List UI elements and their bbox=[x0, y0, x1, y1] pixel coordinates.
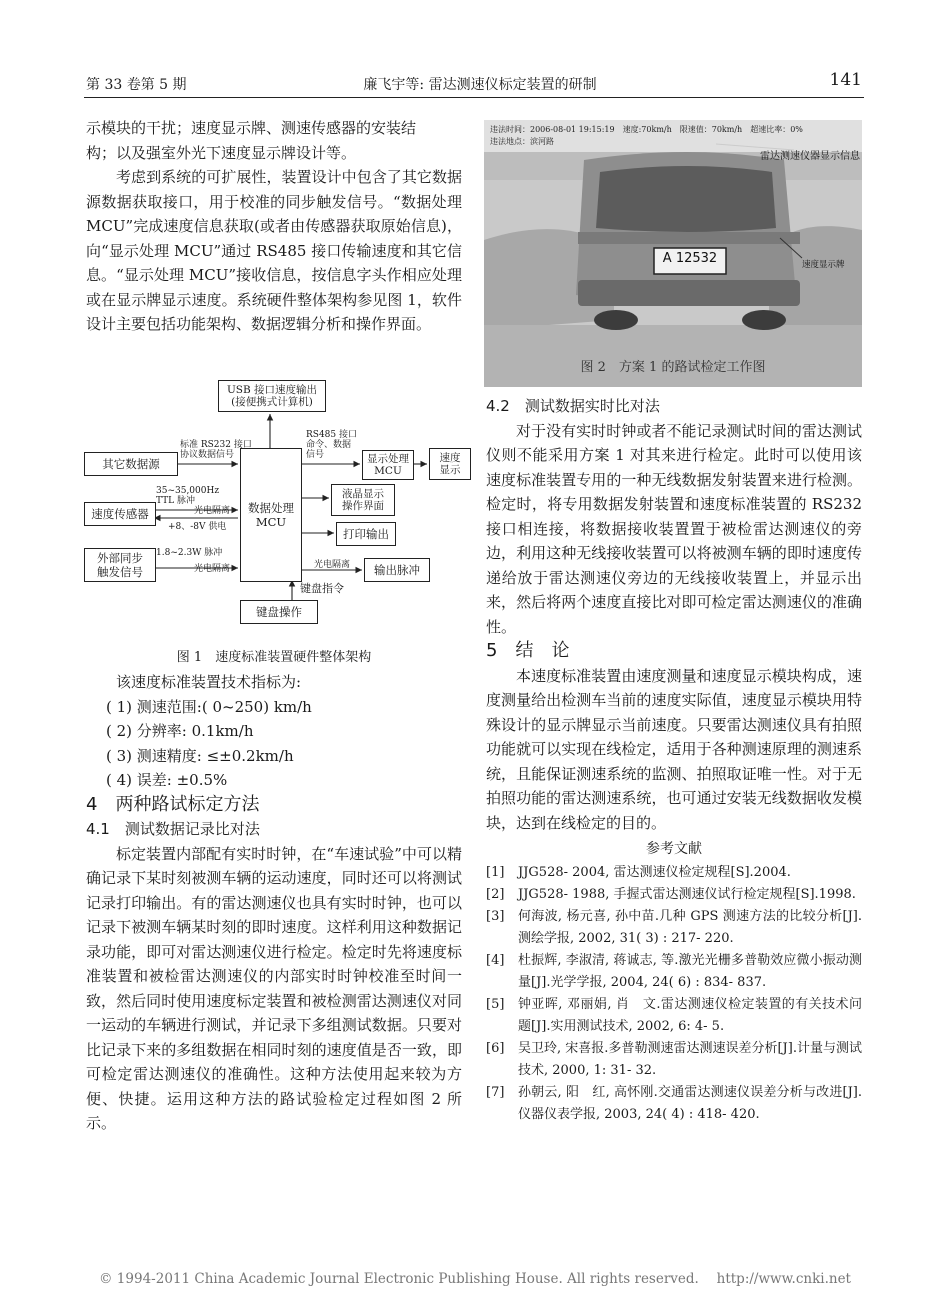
label-frequency-ttl: 35~35,000Hz TTL 脉冲 bbox=[156, 486, 220, 506]
intro-line-2: 构；以及强室外光下速度显示牌设计等。 bbox=[86, 143, 357, 162]
copyright-footer: © 1994-2011 China Academic Journal Electronic Publishing House. All rights reserved. http://www.cnki.net bbox=[99, 1271, 851, 1287]
paragraph-expandability: 考虑到系统的可扩展性，装置设计中包含了其它数据源数据获取接口，用于校准的同步触发信号。“数据处理 MCU”完成速度信息获取(或者由传感器获取原始信息)，向“显示处理 MCU”通过 RS485 接口传输速度和其它信息。“显示处理 MCU”接收信息，按信息字头作相应处理或在显示牌显示速度。系统硬件整体架构参见图 1，软件设计主要包括功能架构、数据逻辑分析和操作界面。 bbox=[86, 168, 462, 333]
reference-text: JJG528- 2004, 雷达测速仪检定规程[S].2004. bbox=[518, 864, 791, 880]
label-optical-isolation-2: 光电隔离 bbox=[194, 564, 231, 574]
spec-intro: 该速度标准装置技术指标为: bbox=[116, 673, 302, 691]
reference-item bbox=[486, 862, 862, 884]
figure-2-photo bbox=[484, 120, 862, 387]
display-processing-mcu-box: 显示处理 MCU bbox=[362, 450, 414, 480]
reference-number: [2] bbox=[486, 886, 505, 902]
spec-item-range: ( 1) 测速范围:( 0~250) km/h bbox=[106, 697, 312, 716]
label-optical-isolation-1: 光电隔离 bbox=[194, 506, 231, 516]
reference-text: 何海波, 杨元喜, 孙中苗.几种 GPS 测速方法的比较分析[J].测绘学报, 2002, 31( 3) : 217- 220. bbox=[518, 908, 862, 946]
section-4-2-title: 4.2 测试数据实时比对法 bbox=[486, 397, 660, 415]
reference-number: [5] bbox=[486, 996, 505, 1012]
running-header-volume: 第 33 卷第 5 期 bbox=[86, 77, 187, 93]
reference-number: [7] bbox=[486, 1084, 505, 1100]
spec-item-resolution: ( 2) 分辨率: 0.1km/h bbox=[106, 722, 254, 740]
external-sync-trigger-box: 外部同步 触发信号 bbox=[84, 548, 156, 582]
section-5-title: 5 结 论 bbox=[486, 640, 570, 661]
reference-text: 钟亚晖, 邓丽娟, 肖 文.雷达测速仪检定装置的有关技术问题[J].实用测试技术, 2002, 6: 4- 5. bbox=[518, 996, 862, 1034]
reference-text: JJG528- 1988, 手握式雷达测速仪试行检定规程[S].1998. bbox=[518, 886, 856, 902]
label-rs485: RS485 接口 命令、数据 信号 bbox=[306, 430, 357, 460]
reference-number: [3] bbox=[486, 908, 505, 924]
photo-overlay-line-2: 违法地点：滨河路 bbox=[490, 137, 554, 146]
header-rule bbox=[84, 97, 864, 98]
spec-item-error: ( 4) 误差: ±0.5% bbox=[106, 771, 228, 789]
data-processing-mcu-box: 数据处理 MCU bbox=[240, 448, 302, 582]
label-pulse-level: 1.8~2.3W 脉冲 bbox=[156, 548, 223, 558]
reference-item bbox=[486, 1038, 862, 1082]
running-header-title: 廉飞宇等: 雷达测速仪标定装置的研制 bbox=[363, 77, 597, 93]
reference-item bbox=[486, 950, 862, 994]
figure-1-diagram bbox=[82, 378, 482, 628]
references-list bbox=[486, 862, 862, 1126]
reference-number: [6] bbox=[486, 1040, 505, 1056]
license-plate: A 12532 bbox=[662, 251, 718, 266]
usb-output-box: USB 接口速度输出 (接便携式计算机) bbox=[218, 380, 326, 412]
reference-number: [4] bbox=[486, 952, 505, 968]
label-keyboard-command: 键盘指令 bbox=[300, 582, 344, 595]
pulse-output-box: 输出脉冲 bbox=[364, 558, 430, 582]
speed-display-box: 速度 显示 bbox=[429, 448, 471, 480]
left-column-top bbox=[86, 116, 462, 337]
figure-2-caption: 图 2 方案 1 的路试检定工作图 bbox=[580, 360, 766, 375]
label-rs232: 标准 RS232 接口 协议数据信号 bbox=[180, 440, 252, 460]
section-4-1-title: 4.1 测试数据记录比对法 bbox=[86, 820, 260, 838]
reference-item bbox=[486, 906, 862, 950]
right-column-text bbox=[486, 394, 862, 1126]
print-output-box: 打印输出 bbox=[336, 522, 396, 546]
photo-label-speed-sign: 速度显示牌 bbox=[802, 260, 845, 270]
paragraph-5: 本速度标准装置由速度测量和速度显示模块构成，速度测量给出检测车当前的速度实际值，速度显示模块用特殊设计的显示牌显示当前速度。只要雷达测速仪具有拍照功能就可以实现在线检定，适用于各种测速原理的测速系统，且能保证测速系统的监测、拍照取证唯一性。对于无拍照功能的雷达测速系统，也可通过安装无线数据收发模块，达到在线检定的目的。 bbox=[486, 666, 862, 832]
reference-text: 孙朝云, 阳 红, 高怀刚.交通雷达测速仪误差分析与改进[J].仪器仪表学报, 2003, 24( 4) : 418- 420. bbox=[518, 1084, 862, 1122]
speed-sensor-box: 速度传感器 bbox=[84, 502, 156, 526]
label-optical-isolation-3: 光电隔离 bbox=[314, 560, 351, 570]
photo-overlay-line-1: 违法时间：2006-08-01 19:15:19 速度:70km/h 限速值：70km/h 超速比率：0% bbox=[490, 125, 803, 134]
reference-text: 吴卫玲, 宋喜报.多普勒测速雷达测速误差分析[J].计量与测试技术, 2000, 1: 31- 32. bbox=[518, 1040, 862, 1078]
keyboard-operation-box: 键盘操作 bbox=[240, 600, 318, 624]
lcd-operation-box: 液晶显示 操作界面 bbox=[331, 484, 395, 516]
paragraph-4-1: 标定装置内部配有实时时钟，在“车速试验”中可以精确记录下某时刻被测车辆的运动速度，同时还可以将测试记录打印输出。有的雷达测速仪也具有实时时钟，也可以记录下被测车辆某时刻的即时速度。这样利用这种数据记录功能，即可对雷达测速仪进行检定。检定时先将速度标准装置和被检雷达测速仪的内部实时时钟校准至时间一致，然后同时使用速度标定装置和被检测雷达测速仪对同一运动的车辆进行测试，并记录下多组测试数据。只要对比记录下来的多组数据在相同时刻的速度值是否一致，即可检定雷达测速仪的准确性。这种方法使用起来较为方便、快捷。运用这种方法的路试验检定过程如图 2 所示。 bbox=[86, 844, 462, 1132]
page-number: 141 bbox=[829, 70, 862, 90]
reference-item bbox=[486, 994, 862, 1038]
section-4-title: 4 两种路试标定方法 bbox=[86, 793, 260, 815]
photo-label-radar-info: 雷达测速仪器显示信息 bbox=[760, 151, 860, 162]
label-power-supply: +8、-8V 供电 bbox=[168, 522, 227, 532]
paragraph-4-2: 对于没有实时时钟或者不能记录测试时间的雷达测试仪则不能采用方案 1 对其来进行检定。此时可以使用该速度标准装置专用的一种无线数据发射装置来进行检测。检定时，将专用数据发射装置和速度标准装置的 RS232 接口相连接，将数据接收装置置于被检雷达测速仪的旁边，利用这种无线接收装置可以将被测车辆的即时速度传递给放于雷达测速仪旁边的无线接收装置上，并显示出来，然后将两个速度直接比对即可检定雷达测速仪的准确性。 bbox=[486, 421, 862, 636]
reference-item bbox=[486, 884, 862, 906]
figure-1-caption: 图 1 速度标准装置硬件整体架构 bbox=[176, 650, 372, 665]
reference-text: 杜振辉, 李淑清, 蒋诚志, 等.激光光栅多普勒效应微小振动测量[J].光学学报, 2004, 24( 6) : 834- 837. bbox=[518, 952, 862, 990]
reference-item bbox=[486, 1082, 862, 1126]
left-column-bottom bbox=[86, 670, 462, 1136]
reference-number: [1] bbox=[486, 864, 505, 880]
other-data-source-box: 其它数据源 bbox=[84, 452, 178, 476]
intro-line-1: 示模块的干扰；速度显示牌、测速传感器的安装结 bbox=[86, 119, 417, 137]
spec-item-accuracy: ( 3) 测速精度: ≤±0.2km/h bbox=[106, 746, 294, 765]
references-title: 参考文献 bbox=[646, 841, 702, 857]
